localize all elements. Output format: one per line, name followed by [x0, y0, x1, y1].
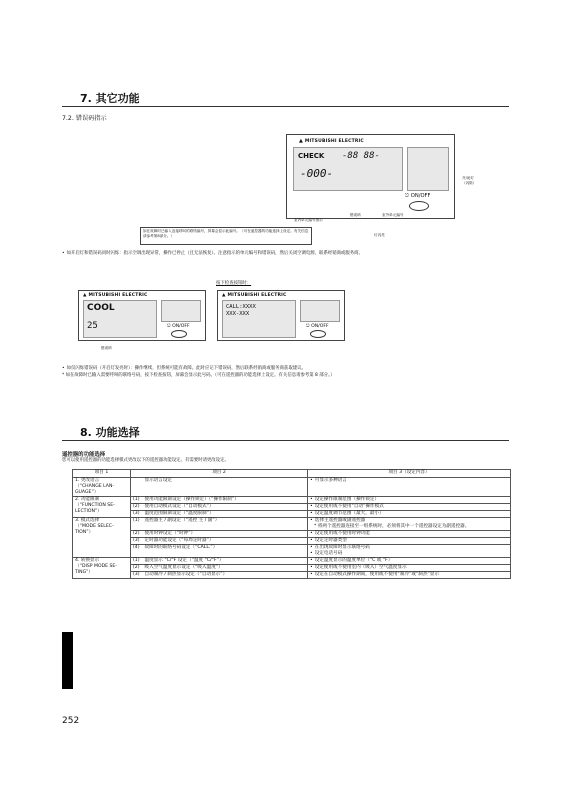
call-display: CALL:XXXX	[226, 304, 256, 310]
row-number-cell: (3)	[131, 538, 143, 545]
unit-code-display: -88 88-	[342, 151, 380, 161]
section-divider	[62, 106, 509, 107]
item3-cell	[308, 538, 511, 545]
row-number-cell	[131, 478, 143, 497]
table-row	[73, 511, 511, 518]
item2-cell: 遥控器主 / 副设定（“遥控 主 / 副”）	[143, 518, 308, 531]
brand-logo: ▲ MITSUBISHI ELECTRIC	[299, 138, 364, 144]
setting-text: * 将两个遥控器连接至一组系统时，必须将其中一个遥控器设定为副遥控器。	[314, 524, 470, 529]
table-row	[73, 545, 511, 558]
call-number-display: XXX-XXX	[226, 311, 250, 317]
check-button-caption: 按下检查按钮时：	[216, 281, 252, 286]
call-number-note: 如在故障时已输入连接呼叫的联络编号，屏幕会显示此编号。（可在遥控器的功能选择上设定。有关信息请参考第8部分。）	[140, 227, 312, 245]
row-number-cell: (4)	[131, 545, 143, 558]
row-number-cell: (2)	[131, 565, 143, 572]
error-code-label: 错误码	[350, 213, 361, 217]
lcd-display-right	[161, 300, 201, 322]
page-tab-marker	[62, 632, 73, 689]
item2-cell: 自动制冷 / 制热显示设定（“自动显示”）	[143, 572, 308, 579]
setting-text: • 选择主遥控器或副遥控器	[310, 518, 508, 524]
lamp-flash-label: 灯闪亮	[374, 233, 385, 237]
setting-text: • 设定在自动模式操作期间，使用或不使用“制冷”或“制热”显示	[310, 572, 508, 578]
item2-cell: 显示语言设定	[143, 478, 308, 497]
error-code-label: 错误码	[101, 346, 112, 350]
page-number: 252	[62, 716, 80, 726]
onoff-label: ⎋ ON/OFF	[306, 324, 329, 329]
table-row	[73, 572, 511, 579]
remote-controller-2	[78, 290, 206, 341]
setting-text: • 设定温度调节范围（最大，最小）	[310, 511, 508, 517]
item3-cell	[308, 572, 511, 579]
item3-cell	[308, 558, 511, 565]
table-row	[73, 504, 511, 511]
item2-cell: 定时器功能设定（“每周定时器”）	[143, 538, 308, 545]
item2-cell: 温度显示 °C/°F 设定（“温度 °C/°F”）	[143, 558, 308, 565]
error-code-display: -000-	[300, 167, 334, 180]
item3-cell	[308, 518, 511, 531]
lcd-display-right	[300, 300, 340, 322]
item1-cell: 3. 模式选择 （“MODE SELEC- TION”）	[73, 518, 131, 558]
function-heading: 遥控器的功能选择	[62, 452, 106, 458]
item3-cell	[308, 478, 511, 497]
onoff-button[interactable]	[171, 330, 187, 338]
lcd-display	[83, 300, 157, 338]
check-indicator: CHECK	[298, 152, 325, 160]
row-number-cell: (1)	[131, 558, 143, 565]
table-row	[73, 518, 511, 531]
setting-text: • 设定使用或不使用室内（吸入）空气温度显示	[310, 565, 508, 571]
lamp-callout: 开/闭灯 （闪烁）	[462, 176, 477, 185]
onoff-button[interactable]	[310, 330, 326, 338]
row-number-cell: (1)	[131, 497, 143, 504]
temperature-display: 25	[87, 321, 98, 331]
item1-cell: 2. 功能限制 （“FUNCTION SE- LECTION”）	[73, 497, 131, 518]
instruction-paragraph-2: • 如仅闪烁错误码（开启灯发亮时）：操作继续，但系统可能有故障。此时应记下错误码，然后联系经销商或服务商获取建议。	[62, 366, 507, 372]
setting-text: • 设定定时器类型	[310, 538, 508, 544]
item2-cell: 温度范围限制设定（“温度限制”）	[143, 511, 308, 518]
outdoor-unit-label: 室外单元编号	[382, 213, 404, 217]
item1-cell: 1. 更改语言 （“CHANGE LAN- GUAGE”）	[73, 478, 131, 497]
onoff-button[interactable]	[409, 201, 429, 211]
item3-cell	[308, 545, 511, 558]
table-row	[73, 478, 511, 497]
section-7-title: 7. 其它功能	[80, 92, 140, 105]
setting-text: • 设定使用或不使用“自动”操作模式	[310, 504, 508, 510]
row-number-cell: (2)	[131, 504, 143, 511]
row-number-cell: (3)	[131, 572, 143, 579]
item2-cell: 使用时钟设定（“时钟”）	[143, 531, 308, 538]
item3-cell	[308, 504, 511, 511]
row-number-cell: (1)	[131, 518, 143, 531]
section-8-title: 8. 功能选择	[80, 426, 140, 439]
lcd-display-right	[407, 147, 449, 191]
lcd-display	[293, 147, 403, 191]
item1-cell: 4. 转换显示 （“DISP MODE SE- TING”）	[73, 558, 131, 579]
table-row	[73, 558, 511, 565]
item2-cell: 故障时的联络号码设定（“CALL.”）	[143, 545, 308, 558]
row-number-cell: (2)	[131, 531, 143, 538]
brand-logo: ▲ MITSUBISHI ELECTRIC	[83, 293, 148, 298]
section-7-2-subtitle: 7.2. 错误码指示	[62, 115, 107, 122]
table-row	[73, 497, 511, 504]
item2-cell: 使用功能限制设定（操作锁定）（“操作限制”）	[143, 497, 308, 504]
power-icon: ⎋	[405, 193, 410, 199]
table-row	[73, 531, 511, 538]
remote-controller-3	[217, 290, 345, 341]
onoff-label: ⎋ ON/OFF	[167, 324, 190, 329]
setting-text: • 设定操作限制范围（操作锁定）	[310, 497, 508, 503]
item3-cell	[308, 511, 511, 518]
setting-text: • 设定使用或不使用时钟功能	[310, 531, 508, 537]
item3-cell	[308, 497, 511, 504]
unit-number-label: 室内单元编号指示	[294, 218, 323, 222]
table-header-row	[73, 470, 511, 478]
item3-cell	[308, 565, 511, 572]
row-number-cell: (3)	[131, 511, 143, 518]
table-row	[73, 565, 511, 572]
mode-display: COOL	[87, 303, 115, 313]
onoff-label: ⎋ ON/OFF	[405, 193, 431, 199]
section-divider	[62, 440, 509, 441]
table-header: 项目 2	[131, 470, 308, 478]
lcd-display	[222, 300, 296, 338]
table-header: 项目 3（设定内容）	[308, 470, 511, 478]
item3-cell	[308, 531, 511, 538]
function-selection-table	[72, 469, 511, 579]
setting-text: • 设定电话号码	[310, 551, 508, 557]
table-header: 项目 1	[73, 470, 131, 478]
instruction-paragraph-1: • 如开启灯和错误码同时闪烁：指示空调出现异常，操作已停止（且无法恢复）。注意指示的单元编号和错误码，然后关闭空调电源，联系经销商或服务商。	[62, 251, 507, 257]
setting-text: • 在出现故障时显示联络号码	[310, 545, 508, 551]
item2-cell: 使用自动模式设定（“自动模式”）	[143, 504, 308, 511]
setting-text: • 设定温度显示的温度单位（°C 或 °F）	[310, 558, 508, 564]
table-row	[73, 538, 511, 545]
instruction-paragraph-3: * 如在故障时已输入需要呼叫的联络号码，按下检查按钮，屏幕会显示此号码。（可在遥控器的功能选择上设定。有关信息请参考第 8 部分。）	[62, 373, 335, 378]
remote-controller-1	[286, 134, 455, 219]
function-intro: 您可以使用遥控器的功能选择模式更改以下的遥控器功能设定。有需要时请更改设定。	[62, 458, 229, 463]
setting-text: • 可显示多种语言	[310, 478, 508, 484]
item2-cell: 吸入空气温度显示设定（“吸入温度”）	[143, 565, 308, 572]
brand-logo: ▲ MITSUBISHI ELECTRIC	[222, 293, 287, 298]
